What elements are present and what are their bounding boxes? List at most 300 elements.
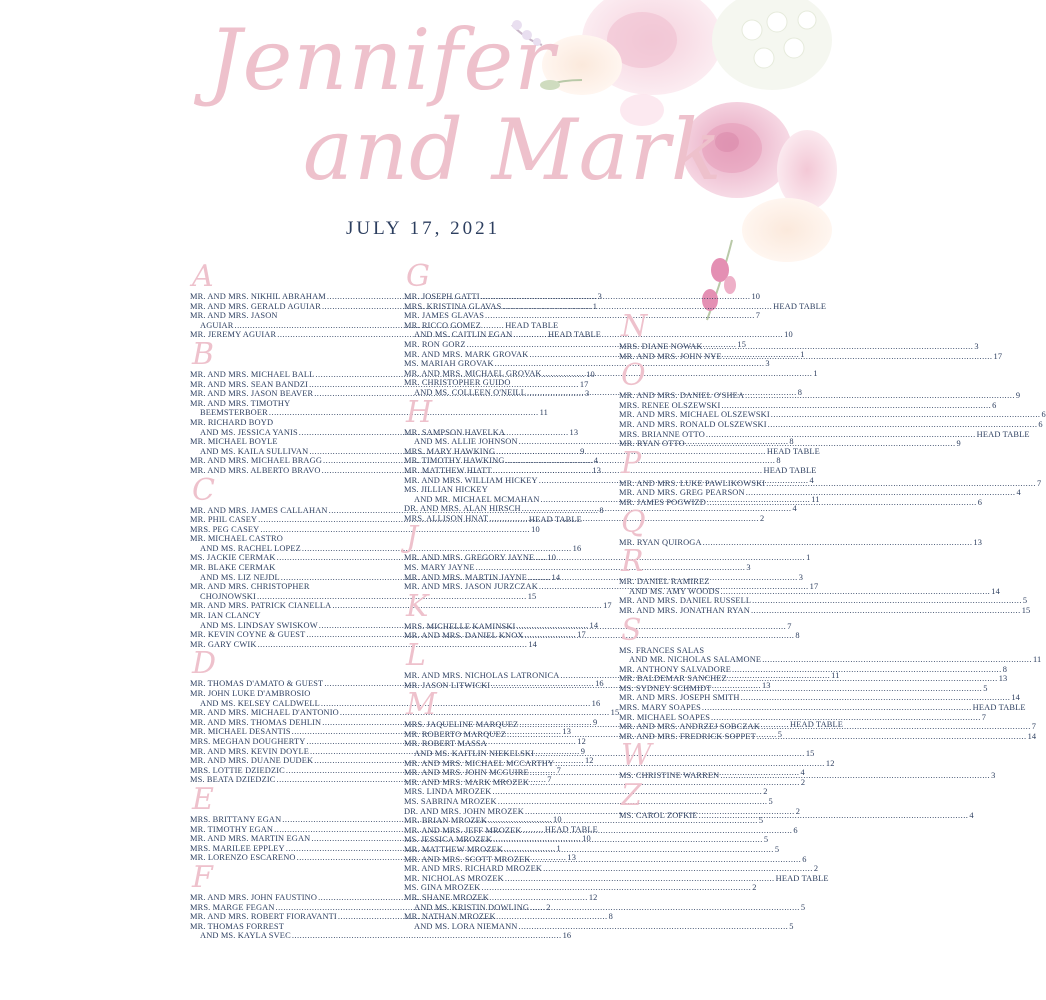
table-number: 9: [593, 717, 598, 727]
guest-name: MR. AND MRS. JOSEPH SMITH: [619, 693, 740, 703]
guest-name: AND MS. LINDSAY SWISKOW: [200, 620, 318, 630]
table-number: 7: [787, 621, 792, 631]
guest-row: [619, 605, 1031, 616]
guest-name: MR. ANTHONY SALVADORE: [619, 664, 731, 674]
guest-name: MR. JEREMY AGUIAR: [190, 330, 277, 340]
guest-row: [190, 611, 376, 621]
guest-name: MR. AND MRS. PATRICK CIANELLA: [190, 601, 332, 611]
guest-name: MR. AND MRS. MARK GROVAK: [404, 349, 529, 359]
guest-name: MRS. MEGHAN DOUGHERTY: [190, 736, 306, 746]
table-number: 6: [793, 825, 798, 835]
guest-name: AND MS. KAITLIN NIEKELSKI: [414, 749, 535, 758]
table-number: 10: [531, 524, 540, 534]
dot-leader: [706, 430, 976, 440]
section-letter: F: [192, 859, 213, 895]
dot-leader: [702, 703, 972, 713]
guest-name: MR. AND MRS. JEFF MROZEK: [404, 825, 522, 835]
guest-name: MR. AND MRS. JASON: [190, 311, 278, 321]
table-number: HEAD TABLE: [544, 824, 598, 834]
guest-row: [619, 339, 979, 352]
section-letter: R: [621, 544, 644, 580]
table-number: 15: [805, 749, 815, 758]
guest-name: MR. AND MRS. MICHAEL D'ANTONIO: [190, 708, 339, 718]
guest-row: [404, 504, 797, 514]
table-number: 14: [528, 639, 537, 649]
guest-name: AND MS. LORA NIEMANN: [414, 921, 518, 931]
dot-leader: [771, 410, 1041, 420]
table-number: 14: [1011, 693, 1020, 703]
guest-name: MRS. MARILEE EPPLEY: [190, 843, 285, 853]
dot-leader: [531, 855, 801, 865]
guest-row: [619, 646, 805, 656]
table-number: 5: [789, 921, 794, 931]
table-number: HEAD TABLE: [972, 703, 1026, 713]
table-number: HEAD TABLE: [505, 320, 559, 330]
guest-name: MR. RYAN OTTO: [619, 439, 685, 449]
table-number: 7: [547, 775, 552, 785]
table-number: 8: [776, 456, 781, 466]
section-letter: B: [192, 336, 215, 372]
guest-name: MR. BLAKE CERMAK: [190, 563, 276, 573]
section-letter: P: [621, 445, 642, 481]
guest-name: MR. AND MRS. GERALD AGUIAR: [190, 301, 321, 311]
table-number: 3: [746, 563, 751, 573]
guest-name: MR. JAMES GLAVAS: [404, 311, 485, 321]
guest-name: MR. RICHARD BOYD: [190, 417, 274, 427]
guest-name: AND MS. COLLEEN O'NEILL: [414, 387, 526, 397]
guest-name: MR. AND MRS. LUKE PAWLIKOWSKI: [619, 478, 766, 488]
couple-name-line-2: and Mark: [303, 101, 723, 199]
table-number: 5: [763, 835, 769, 845]
section-letter: E: [192, 781, 214, 817]
table-number: 14: [551, 572, 561, 582]
guest-row: [190, 408, 549, 418]
section-letter: N: [621, 309, 648, 344]
guest-name: AND MR. MICHAEL MCMAHAN: [414, 494, 540, 504]
dot-leader: [481, 883, 751, 893]
guest-row: [619, 664, 1008, 675]
table-number: 12: [825, 758, 835, 768]
guest-name: MR. RICCO GOMEZ: [404, 320, 481, 330]
dot-leader: [292, 931, 562, 941]
guest-name: MR. AND MRS. FREDRICK SOPPET: [619, 731, 756, 741]
guest-name: MRS. BRITTANY EGAN: [190, 814, 282, 824]
section-letter: C: [192, 472, 215, 508]
guest-name: MR. NICHOLAS MROZEK: [404, 873, 504, 883]
guest-name: MR. AND MRS. MICHAEL BALL: [190, 369, 315, 379]
guest-name: MR. AND MRS. TIMOTHY: [190, 398, 291, 408]
dot-leader: [741, 693, 1011, 703]
guest-row: [404, 330, 793, 340]
guest-name: MR. AND MRS. GREGORY JAYNE: [404, 553, 535, 563]
guest-row: [190, 601, 612, 611]
table-number: 1: [592, 301, 598, 311]
table-number: 12: [577, 736, 586, 746]
seating-chart-poster: [168, 0, 1046, 1000]
guest-name: MR. AND MRS. DUANE DUDEK: [190, 756, 314, 766]
guest-name: MS. CAROL ZOFKIE: [619, 811, 698, 821]
guest-row: [404, 835, 769, 845]
section-letter: S: [621, 612, 642, 648]
table-number: 10: [582, 834, 591, 844]
table-number: 7: [1036, 478, 1042, 488]
guest-row: [404, 854, 807, 865]
table-number: 13: [569, 427, 579, 437]
table-number: 16: [595, 679, 604, 689]
table-number: 13: [562, 727, 572, 737]
couple-name-line-1: Jennifer: [208, 11, 556, 109]
guest-name: MRS. JAQUELINE MARQUEZ: [404, 720, 519, 730]
guest-name: MR. AND MRS. MICHAEL MCCARTHY: [404, 758, 555, 768]
table-number: 4: [792, 504, 797, 514]
guest-name: BEEMSTERBOER: [200, 408, 268, 418]
section-q: [619, 504, 983, 548]
guest-row: [619, 400, 997, 411]
table-number: HEAD TABLE: [528, 515, 582, 525]
guest-name: MRS. MARGE FEGAN: [190, 902, 275, 912]
table-number: 2: [752, 883, 757, 893]
guest-row: [404, 746, 815, 759]
guest-name: MR. AND MRS. MICHAEL OLSZEWSKI: [619, 410, 770, 420]
dot-leader: [768, 420, 1038, 430]
section-letter: A: [192, 259, 214, 294]
guest-name: MR. JOHN LUKE D'AMBROSIO: [190, 689, 311, 698]
guest-row: [404, 485, 590, 495]
guest-row: [619, 537, 983, 548]
guest-name: MR. AND MRS. DANIEL KNOX: [404, 631, 524, 641]
guest-row: [404, 359, 770, 369]
guest-name: AND MR. NICHOLAS SALAMONE: [629, 655, 762, 665]
section-letter: W: [621, 738, 652, 774]
table-number: 7: [755, 311, 761, 321]
guest-row: [190, 418, 376, 428]
dot-leader: [712, 684, 982, 694]
guest-name: MR. JAMES POGWIZD: [619, 497, 707, 507]
guest-name: CHOJNOWSKI: [200, 591, 256, 601]
table-number: 6: [1038, 419, 1043, 429]
guest-row: [404, 311, 761, 321]
guest-row: [404, 902, 806, 913]
table-number: 11: [1032, 655, 1042, 665]
dot-leader: [703, 538, 973, 548]
section-letter: D: [192, 646, 217, 682]
table-number: 13: [592, 465, 602, 475]
dot-leader: [505, 874, 775, 884]
guest-name: MR. AND MRS. DANIEL O'SHEA: [619, 391, 745, 401]
table-number: 3: [765, 359, 770, 369]
guest-name: MR. AND MRS. MICHAEL GROVAK: [404, 368, 542, 378]
table-number: 17: [579, 379, 589, 389]
table-number: 2: [795, 806, 801, 816]
guest-name: MR. AND MRS. THOMAS DEHLIN: [190, 717, 322, 727]
table-number: 5: [758, 816, 764, 826]
table-number: 5: [800, 902, 806, 912]
guest-name: MR. AND MRS. DANIEL RUSSELL: [619, 596, 752, 606]
table-number: 14: [1027, 731, 1037, 741]
dot-leader: [723, 349, 993, 362]
dot-leader: [523, 826, 793, 836]
guest-name: MR. CHRISTOPHER GUIDO: [404, 378, 511, 388]
table-number: 15: [737, 339, 747, 349]
table-number: 10: [547, 553, 557, 563]
guest-name: MR. AND MRS. KEVIN DOYLE: [190, 746, 309, 756]
guest-name: MR. LORENZO ESCARENO: [190, 853, 296, 863]
table-number: 9: [580, 746, 586, 756]
section-letter: Z: [621, 778, 642, 814]
guest-name: MR. AND MRS. SEAN BANDZI: [190, 379, 309, 389]
guest-name: AND MS. JESSICA YANIS: [200, 427, 298, 437]
table-number: 8: [1002, 664, 1008, 674]
dot-leader: [762, 655, 1032, 665]
guest-row: [190, 524, 540, 535]
table-number: 7: [981, 712, 987, 722]
table-number: 6: [802, 854, 807, 864]
table-number: 5: [768, 796, 773, 806]
guest-row: [190, 563, 376, 573]
guest-row: [404, 378, 590, 388]
table-number: 5: [777, 729, 783, 739]
dot-leader: [751, 606, 1021, 616]
guest-name: MRS. ALLISON HNAT: [404, 513, 489, 523]
guest-name: MRS. MARY HAWKING: [404, 446, 496, 456]
guest-row: [404, 912, 590, 922]
guest-name: MR. AND MRS. WILLIAM HICKEY: [404, 475, 538, 485]
guest-row: [190, 311, 376, 321]
dot-leader: [543, 864, 813, 874]
table-number: 9: [580, 446, 585, 456]
guest-row: [190, 534, 376, 544]
guest-name: MR. THOMAS D'AMATO & GUEST: [190, 679, 324, 689]
dot-leader: [530, 903, 800, 913]
guest-name: MR. PHIL CASEY: [190, 515, 258, 525]
guest-name: MS. JILLIAN HICKEY: [404, 485, 488, 495]
guest-name: MR. AND MRS. CHRISTOPHER: [190, 582, 310, 592]
dot-leader: [745, 391, 1015, 401]
dot-leader: [761, 722, 1031, 732]
dot-leader: [746, 488, 1016, 498]
table-number: 17: [993, 351, 1003, 361]
guest-row: [619, 683, 988, 694]
section-letter: J: [406, 520, 419, 556]
table-number: 2: [546, 902, 551, 912]
guest-row: [619, 712, 987, 723]
table-number: 11: [539, 408, 549, 418]
dot-leader: [704, 339, 974, 352]
guest-row: [404, 883, 757, 893]
table-number: 10: [784, 330, 793, 340]
table-number: 12: [584, 756, 594, 766]
dot-leader: [699, 811, 969, 821]
section-letter: G: [406, 259, 430, 294]
wedding-date: JULY 17, 2021: [346, 218, 501, 239]
dot-leader: [766, 479, 1036, 489]
guest-name: MR. AND MRS. JOHN MCGUIRE: [404, 768, 529, 778]
guest-name: MR. RON GORZ: [404, 339, 466, 349]
guest-name: AND MS. LIZ NEJDL: [200, 572, 280, 582]
table-number: 16: [572, 543, 582, 553]
table-number: 13: [998, 674, 1008, 684]
table-number: 16: [562, 931, 572, 941]
guest-row: [404, 631, 800, 641]
guest-name: MRS. RENEE OLSZEWSKI: [619, 400, 721, 410]
guest-row: [619, 811, 974, 821]
guest-row: [619, 410, 1046, 420]
guest-row: [404, 563, 751, 573]
guest-name: AND MS. KAILA SULLIVAN: [200, 446, 309, 456]
guest-name: MRS. BRIANNE OTTO: [619, 429, 705, 439]
table-number: 8: [608, 912, 613, 922]
table-number: 4: [800, 768, 805, 778]
guest-name: MR. AND MRS. RONALD OLSZEWSKI: [619, 419, 767, 429]
guest-name: MS. JESSICA MROZEK: [404, 835, 493, 845]
section-letter: L: [406, 638, 426, 674]
table-number: 17: [603, 601, 612, 611]
guest-name: MR. MICHAEL SOAPES: [619, 712, 711, 722]
guest-name: MRS. MARY SOAPES: [619, 703, 701, 713]
guest-row: [404, 736, 590, 749]
guest-row: [404, 864, 819, 874]
table-number: 9: [956, 439, 961, 449]
guest-row: [619, 771, 996, 781]
guest-name: MRS. LOTTIE DZIEDZIC: [190, 765, 285, 775]
table-number: 8: [797, 387, 803, 397]
guest-name: AND MS. KAYLA SVEC: [200, 931, 291, 941]
table-number: 8: [795, 631, 800, 641]
table-number: 1: [813, 368, 818, 378]
table-number: 14: [991, 586, 1000, 596]
guest-row: [619, 693, 1020, 703]
dot-leader: [686, 439, 956, 449]
guest-row: [619, 655, 1042, 665]
table-number: 1: [806, 553, 811, 563]
table-number: 2: [813, 864, 819, 874]
guest-row: [404, 428, 590, 438]
guest-row: [404, 446, 820, 457]
guest-row: [619, 488, 1021, 498]
guest-name: MRS. DIANE NOWAK: [619, 342, 703, 351]
table-number: 3: [974, 342, 979, 351]
section-letter: M: [406, 687, 437, 723]
guest-row: [190, 437, 376, 447]
guest-row: [404, 825, 798, 836]
guest-name: MR. THOMAS FORREST: [190, 921, 284, 931]
guest-name: MS. SYDNEY SCHMIDT: [619, 683, 712, 693]
table-number: 2: [759, 513, 765, 523]
guest-row: [404, 777, 806, 788]
guest-row: [404, 321, 590, 331]
guest-name: MR. AND MRS. MARK MROZEK: [404, 777, 530, 787]
guest-row: [404, 513, 765, 524]
guest-name: MR. ROBERTO MARQUEZ: [404, 729, 507, 739]
table-number: 9: [1015, 391, 1021, 401]
table-number: 1: [556, 843, 561, 853]
guest-name: MR. AND MRS. JOHN NYE: [619, 351, 722, 361]
guest-name: MR. MICHAEL BOYLE: [190, 437, 278, 447]
dot-leader: [493, 835, 763, 845]
guest-name: MRS. PEG CASEY: [190, 524, 260, 534]
guest-row: [619, 419, 1043, 430]
guest-row: [619, 577, 805, 587]
guest-row: [404, 301, 827, 312]
table-number: 14: [589, 620, 599, 630]
table-number: 11: [831, 671, 840, 681]
table-number: HEAD TABLE: [773, 301, 827, 311]
guest-name: AGUIAR: [200, 320, 234, 330]
guest-name: MR. JOSEPH GATTI: [404, 292, 480, 301]
dot-leader: [504, 845, 774, 855]
guest-name: MR. AND MRS. JOHN FAUSTINO: [190, 892, 318, 902]
guest-name: MR. AND MRS. JASON BEAVER: [190, 389, 314, 399]
section-n: [619, 309, 1003, 361]
table-number: 4: [809, 475, 814, 485]
guest-row: [190, 582, 376, 592]
table-number: 17: [577, 630, 586, 640]
table-number: 4: [593, 456, 599, 466]
table-number: HEAD TABLE: [763, 465, 817, 475]
guest-row: [619, 439, 961, 449]
guest-name: MR. DANIEL RAMIREZ: [619, 577, 710, 587]
guest-name: MR. GARY CWIK: [190, 639, 257, 649]
table-number: 7: [1031, 722, 1037, 732]
guest-row: [190, 931, 572, 941]
table-number: 15: [1021, 605, 1031, 615]
guest-row: [190, 922, 376, 932]
dot-leader: [707, 498, 977, 508]
guest-name: MRS. MICHELLE KAMINSKI: [404, 621, 516, 631]
table-number: 8: [599, 505, 604, 515]
section-letter: H: [406, 394, 433, 430]
dot-leader: [721, 401, 991, 411]
guest-name: AND MS. ALLIE JOHNSON: [414, 437, 518, 447]
guest-name: MR. TIMOTHY HAWKING: [404, 456, 505, 466]
section-o: [619, 358, 1046, 449]
guest-row: [190, 698, 601, 709]
guest-name: MR. IAN CLANCY: [190, 611, 261, 621]
table-number: HEAD TABLE: [790, 720, 844, 730]
guest-name: MS. CHRISTINE WARREN: [619, 771, 720, 781]
section-letter: O: [621, 358, 646, 394]
guest-name: MR. KEVIN COYNE & GUEST: [190, 630, 306, 640]
guest-row: [404, 844, 780, 855]
table-number: 2: [763, 787, 768, 797]
guest-name: MR. MATTHEW MROZEK: [404, 844, 504, 854]
dot-leader: [752, 596, 1022, 606]
guest-name: AND MS. AMY WOODS: [629, 586, 720, 596]
table-number: 3: [991, 771, 996, 781]
guest-name: DR. AND MRS. ALAN HIRSCH: [404, 504, 521, 514]
guest-name: AND MS. KELSEY CALDWELL: [200, 698, 320, 708]
guest-name: AND MS. KRISTIN DOWLING: [414, 902, 530, 912]
guest-row: [404, 292, 761, 302]
table-number: 5: [983, 683, 988, 693]
table-number: 10: [751, 292, 761, 301]
section-z: [619, 778, 974, 821]
guest-row: [619, 391, 1021, 401]
section-letter: Q: [621, 504, 646, 540]
table-number: 6: [977, 497, 983, 507]
table-number: 16: [591, 698, 601, 708]
table-number: 1: [800, 349, 805, 359]
guest-name: MS. SABRINA MROZEK: [404, 796, 497, 806]
table-number: 5: [1022, 596, 1028, 606]
guest-row: [404, 787, 768, 797]
table-number: HEAD TABLE: [547, 330, 601, 340]
dot-leader: [481, 292, 751, 302]
guest-row: [190, 591, 537, 602]
table-number: 8: [789, 437, 794, 447]
guest-name: MR. AND MRS. GREG PEARSON: [619, 488, 745, 498]
guest-name: DR. AND MRS. JOHN MROZEK: [404, 806, 524, 816]
